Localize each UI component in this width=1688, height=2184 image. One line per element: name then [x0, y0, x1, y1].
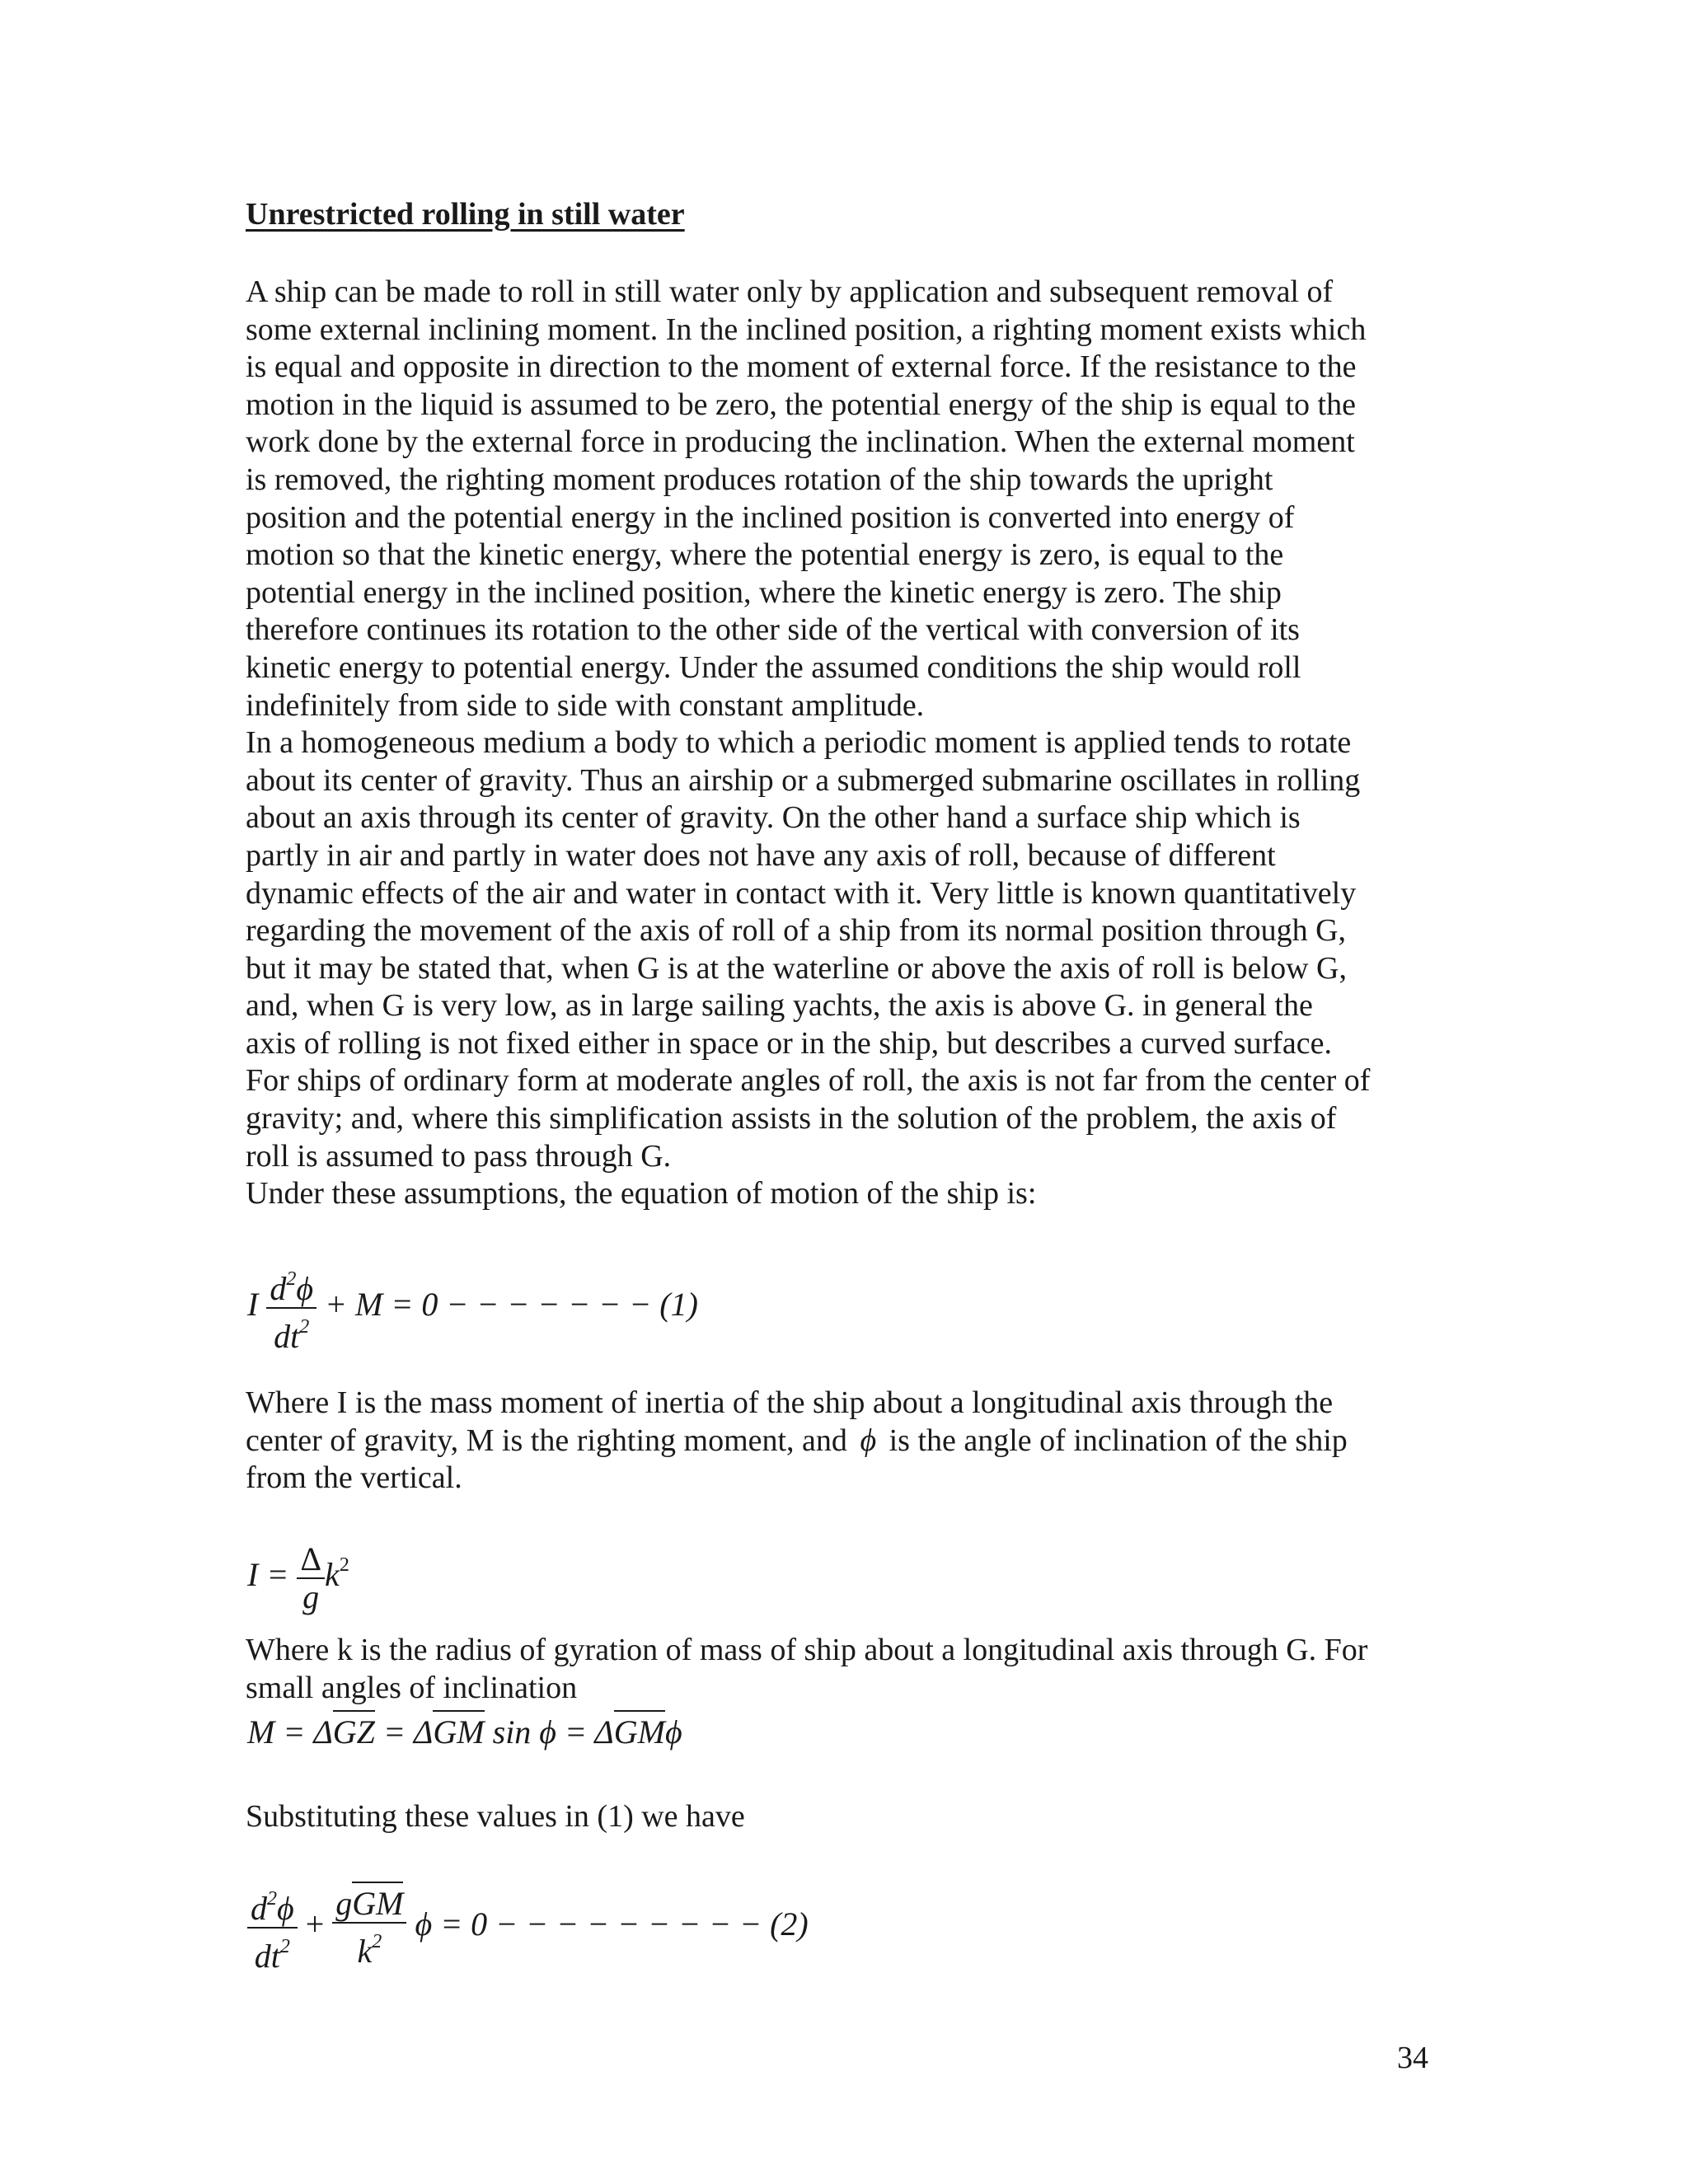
eq4-fraction-1: $\frac{d^2\phi}{dt^2}$ — [247, 1881, 298, 1975]
text-line: indefinitely from side to side with constant amplitude. — [246, 687, 925, 723]
text-line: position and the potential energy in the inclined position is converted into energy of — [246, 499, 1295, 535]
body-paragraph-3 — [246, 1632, 1465, 1707]
section-heading: Unrestricted rolling in still water — [246, 197, 685, 232]
body-paragraph-4: Substituting these values in (1) we have — [246, 1799, 745, 1834]
eq2-numerator: Δ — [300, 1540, 322, 1577]
eq2-k: k — [325, 1556, 340, 1594]
text-line: center of gravity, M is the righting moment, and ϕ is the angle of inclination of the ship — [246, 1422, 1348, 1458]
text-line: motion so that the kinetic energy, where the potential energy is zero, is equal to the — [246, 537, 1284, 573]
text-line: axis of rolling is not fixed either in space or in the ship, but describes a curved surface. — [246, 1025, 1332, 1061]
eq1-rest: + M = 0 − − − − − − − (1) — [325, 1286, 698, 1324]
text-line: about an axis through its center of gravity. On the other hand a surface ship which is — [246, 800, 1301, 836]
text-line: work done by the external force in producing the inclination. When the external moment — [246, 424, 1355, 460]
page-number: 34 — [1397, 2041, 1428, 2075]
text-line: and, when G is very low, as in large sailing yachts, the axis is above G. in general the — [246, 988, 1313, 1024]
equation-1 — [247, 1261, 698, 1355]
eq3-gz: GZ — [333, 1710, 375, 1750]
equation-inertia — [247, 1541, 349, 1615]
text-line: potential energy in the inclined position, where the kinetic energy is zero. The ship — [246, 574, 1282, 610]
text-line: therefore continues its rotation to the other side of the vertical with conversion of its — [246, 612, 1300, 648]
eq2-fraction — [297, 1541, 325, 1615]
text-line: motion in the liquid is assumed to be zero, the potential energy of the ship is equal to the — [246, 387, 1356, 422]
text-line: partly in air and partly in water does not have any axis of roll, because of different — [246, 837, 1276, 873]
equation-2: $\frac{d^2\phi}{dt^2}$ + $\frac{\text{gGM}}{k^2}$ ϕ = 0 − − − − − − − − − (2) — [247, 1881, 809, 1975]
eq3-gm: GM — [433, 1710, 484, 1750]
text-line: is equal and opposite in direction to the moment of external force. If the resistance to the — [246, 349, 1357, 385]
text-line: Where k is the radius of gyration of mass of ship about a longitudinal axis through G. For — [246, 1633, 1368, 1667]
text-line: regarding the movement of the axis of roll of a ship from its normal position through G, — [246, 913, 1347, 949]
phi-symbol: ϕ — [860, 1422, 877, 1458]
text-line: For ships of ordinary form at moderate angles of roll, the axis is not far from the center of — [246, 1063, 1371, 1099]
eq4-fraction-2: $\frac{\text{gGM}}{k^2}$ — [332, 1886, 406, 1970]
eq3-gm-2: GM — [614, 1710, 665, 1750]
text-line: Under these assumptions, the equation of motion of the ship is: — [246, 1176, 1037, 1212]
text-line: small angles of inclination — [246, 1670, 578, 1705]
eq2-lhs: I = — [247, 1556, 289, 1594]
eq1-numerator: $d^2\phi$ — [270, 1268, 314, 1307]
eq2-denominator: g — [297, 1577, 325, 1615]
text-line: A ship can be made to roll in still water only by application and subsequent removal of — [246, 274, 1334, 309]
text-line: dynamic effects of the air and water in contact with it. Very little is known quantitatively — [246, 875, 1357, 911]
eq4-rest: ϕ = 0 − − − − − − − − − (2) — [415, 1905, 809, 1943]
text-line: but it may be stated that, when G is at the waterline or above the axis of roll is below G, — [246, 950, 1347, 986]
text-line: kinetic energy to potential energy. Under the assumed conditions the ship would roll — [246, 649, 1301, 685]
text-line: about its center of gravity. Thus an airship or a submerged submarine oscillates in rolling — [246, 762, 1361, 798]
text-line: from the vertical. — [246, 1460, 462, 1496]
equation-righting-moment: M = ΔGZ = ΔGM sin ϕ = ΔGMϕ — [247, 1713, 682, 1751]
text-line: roll is assumed to pass through G. — [246, 1138, 672, 1174]
eq1-inertia-symbol: I — [247, 1286, 259, 1324]
text-line: In a homogeneous medium a body to which a periodic moment is applied tends to rotate — [246, 725, 1352, 761]
eq1-fraction — [266, 1261, 316, 1355]
text-line: gravity; and, where this simplification assists in the solution of the problem, the axis of — [246, 1101, 1337, 1137]
text-line: is removed, the righting moment produces rotation of the ship towards the upright — [246, 462, 1273, 497]
body-paragraph-2 — [246, 1385, 1465, 1497]
eq1-denominator: $dt^2$ — [266, 1307, 316, 1355]
text-line: Where I is the mass moment of inertia of the ship about a longitudinal axis through the — [246, 1385, 1334, 1420]
eq2-k-sup: 2 — [339, 1554, 349, 1577]
text-line: some external inclining moment. In the inclined position, a righting moment exists which — [246, 312, 1367, 347]
body-paragraph-1 — [246, 274, 1465, 1213]
